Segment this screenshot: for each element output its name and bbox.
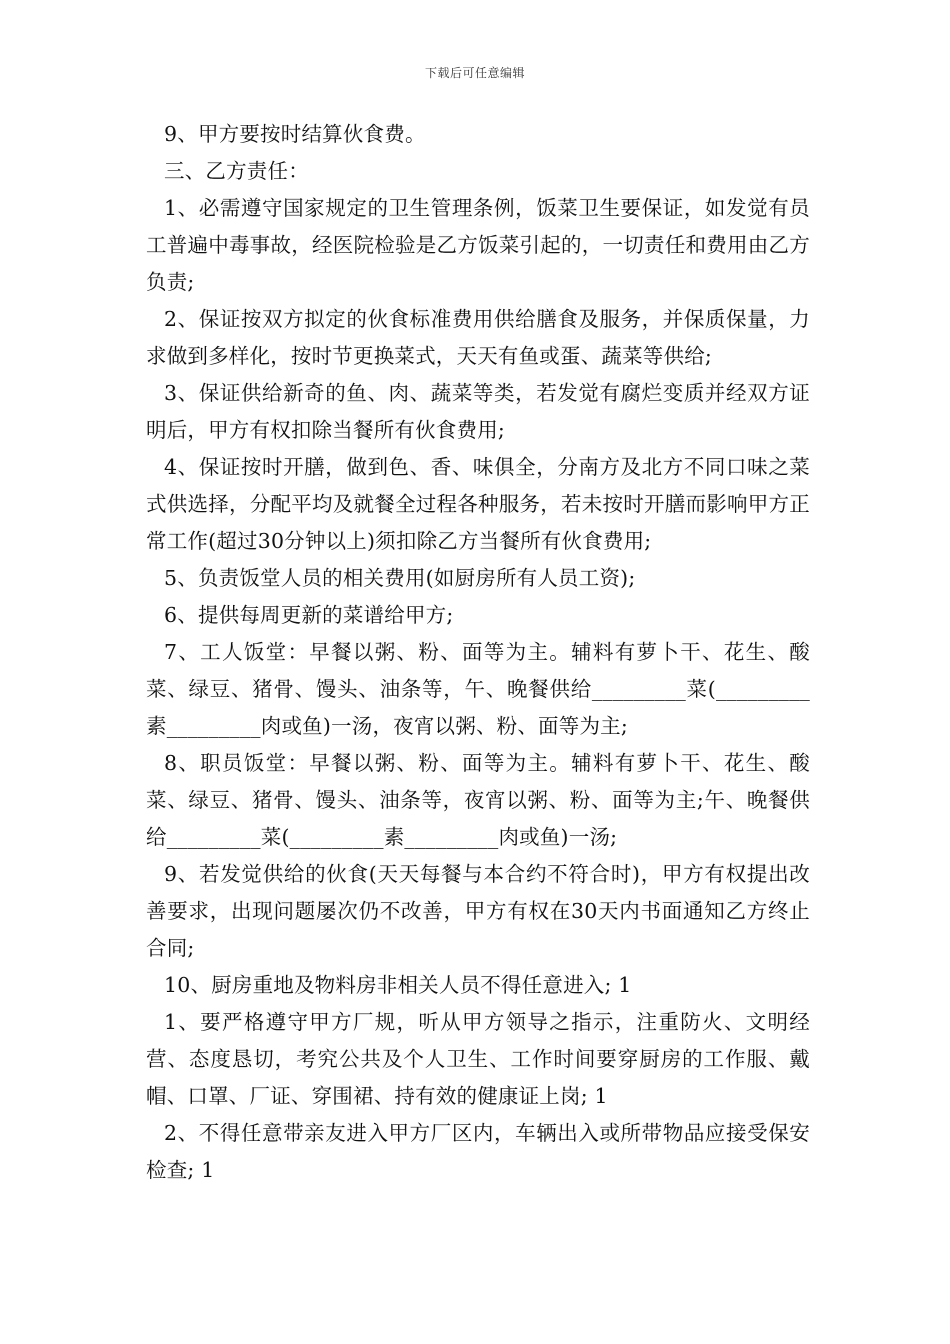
paragraph-staff-canteen: 8、职员饭堂：早餐以粥、粉、面等为主。辅料有萝卜干、花生、酸菜、绿豆、猪骨、馒头、油条等，夜宵以粥、粉、面等为主;午、晚餐供给_________菜(_________素_________肉或鱼)一汤; (146, 751, 810, 849)
page-header: 下载后可任意编辑 (424, 66, 525, 80)
paragraph-visitors: 2、不得任意带亲友进入甲方厂区内，车辆出入或所带物品应接受保安检查; 1 (146, 1121, 810, 1182)
paragraph-meal-standard: 2、保证按双方拟定的伙食标准费用供给膳食及服务，并保质保量，力求做到多样化，按时节更换菜式，天天有鱼或蛋、蔬菜等供给; (146, 307, 810, 368)
paragraph-meal-timing: 4、保证按时开膳，做到色、香、味俱全，分南方及北方不同口味之菜式供选择，分配平均及就餐全过程各种服务，若未按时开膳而影响甲方正常工作(超过30分钟以上)须扣除乙方当餐所有伙食费用; (146, 455, 810, 553)
paragraph-staff-costs: 5、负责饭堂人员的相关费用(如厨房所有人员工资); (164, 566, 636, 590)
paragraph-kitchen-access: 10、厨房重地及物料房非相关人员不得任意进入; 1 (164, 973, 632, 997)
paragraph-weekly-menu: 6、提供每周更新的菜谱给甲方; (164, 603, 454, 627)
paragraph-fresh-supply: 3、保证供给新奇的鱼、肉、蔬菜等类，若发觉有腐烂变质并经双方证明后，甲方有权扣除当餐所有伙食费用; (146, 381, 810, 442)
paragraph-worker-canteen: 7、工人饭堂：早餐以粥、粉、面等为主。辅料有萝卜干、花生、酸菜、绿豆、猪骨、馒头、油条等，午、晚餐供给_________菜(_________素_________肉或鱼)一汤，夜宵以粥、粉、面等为主; (146, 640, 810, 738)
paragraph-factory-rules: 1、要严格遵守甲方厂规，听从甲方领导之指示，注重防火、文明经营、态度恳切，考究公共及个人卫生、工作时间要穿厨房的工作服、戴帽、口罩、厂证、穿围裙、持有效的健康证上岗; 1 (146, 1010, 810, 1108)
paragraph-item-9-settle-fees: 9、甲方要按时结算伙食费。 (164, 122, 426, 146)
document-body (146, 116, 810, 1189)
section-heading-party-b: 三、乙方责任： (164, 159, 309, 183)
paragraph-improvement: 9、若发觉供给的伙食(天天每餐与本合约不符合时)，甲方有权提出改善要求，出现问题屡次仍不改善，甲方有权在30天内书面通知乙方终止合同; (146, 862, 810, 960)
paragraph-hygiene: 1、必需遵守国家规定的卫生管理条例，饭菜卫生要保证，如发觉有员工普遍中毒事故，经医院检验是乙方饭菜引起的，一切责任和费用由乙方负责; (146, 196, 810, 294)
